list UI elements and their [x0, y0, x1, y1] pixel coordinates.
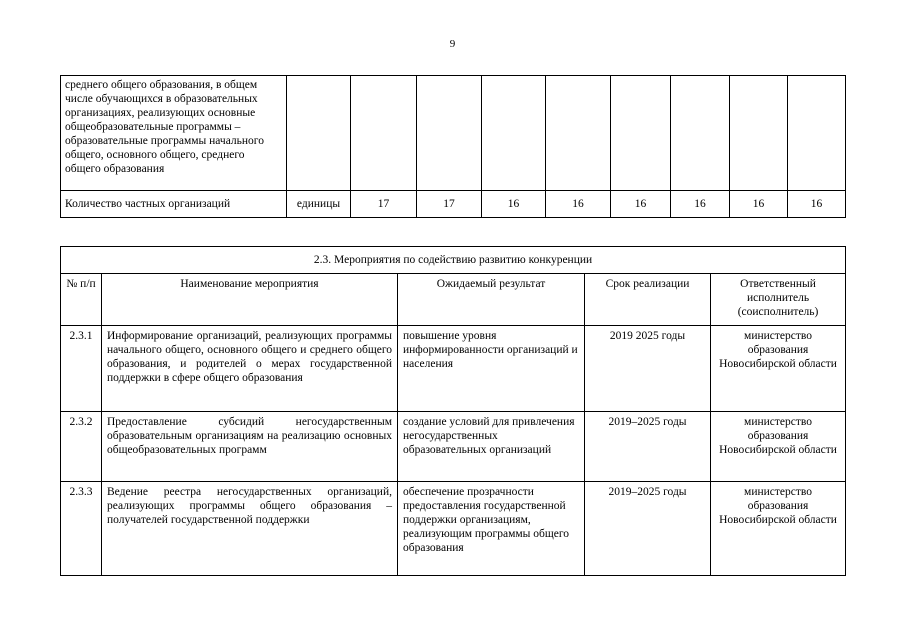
indicator-value: 17	[351, 191, 417, 218]
indicator-value: 17	[417, 191, 482, 218]
row-name: Предоставление субсидий негосударственным образовательным организациям на реализацию основных общеобразовательных программ	[102, 412, 398, 482]
table-row	[61, 412, 846, 482]
row-responsible: министерство образования Новосибирской области	[711, 412, 846, 482]
header-result: Ожидаемый результат	[398, 274, 585, 326]
header-num: № п/п	[61, 274, 102, 326]
indicator-continued-row	[61, 76, 846, 191]
row-responsible: министерство образования Новосибирской области	[711, 482, 846, 576]
indicator-continued-text: среднего общего образования, в общем числе обучающихся в образовательных организациях, реализующих основные общеобразовательные программы – образовательные программы начального общего, основного общего, среднего общего образования	[61, 76, 287, 191]
header-name: Наименование мероприятия	[102, 274, 398, 326]
indicator-value: 16	[671, 191, 730, 218]
row-num: 2.3.1	[61, 326, 102, 412]
indicator-row	[61, 191, 846, 218]
row-name: Информирование организаций, реализующих программы начального общего, основного общего и среднего общего образования, и родителей о мерах государственной поддержки в сфере общего образования	[102, 326, 398, 412]
indicator-value: 16	[730, 191, 788, 218]
row-name: Ведение реестра негосударственных организаций, реализующих программы общего образования – получателей государственной поддержки	[102, 482, 398, 576]
indicator-value: 16	[788, 191, 846, 218]
row-num: 2.3.3	[61, 482, 102, 576]
row-result: повышение уровня информированности организаций и населения	[398, 326, 585, 412]
row-term: 2019–2025 годы	[585, 482, 711, 576]
measures-table	[60, 246, 846, 576]
page-number: 9	[449, 38, 456, 50]
row-num: 2.3.2	[61, 412, 102, 482]
indicator-value: 16	[611, 191, 671, 218]
header-row	[61, 274, 846, 326]
row-result: обеспечение прозрачности предоставления государственной поддержки организациям, реализующим программы общего образования	[398, 482, 585, 576]
indicator-unit: единицы	[287, 191, 351, 218]
indicators-table	[60, 75, 846, 218]
indicator-value: 16	[546, 191, 611, 218]
section-title-row	[61, 247, 846, 274]
row-responsible: министерство образования Новосибирской области	[711, 326, 846, 412]
row-term: 2019 2025 годы	[585, 326, 711, 412]
header-responsible: Ответственный исполнитель (соисполнитель)	[711, 274, 846, 326]
row-result: создание условий для привлечения негосударственных образовательных организаций	[398, 412, 585, 482]
indicator-label: Количество частных организаций	[61, 191, 287, 218]
table-row	[61, 326, 846, 412]
row-term: 2019–2025 годы	[585, 412, 711, 482]
header-term: Срок реализации	[585, 274, 711, 326]
table-row	[61, 482, 846, 576]
indicator-value: 16	[482, 191, 546, 218]
section-title: 2.3. Мероприятия по содействию развитию конкуренции	[61, 247, 846, 274]
